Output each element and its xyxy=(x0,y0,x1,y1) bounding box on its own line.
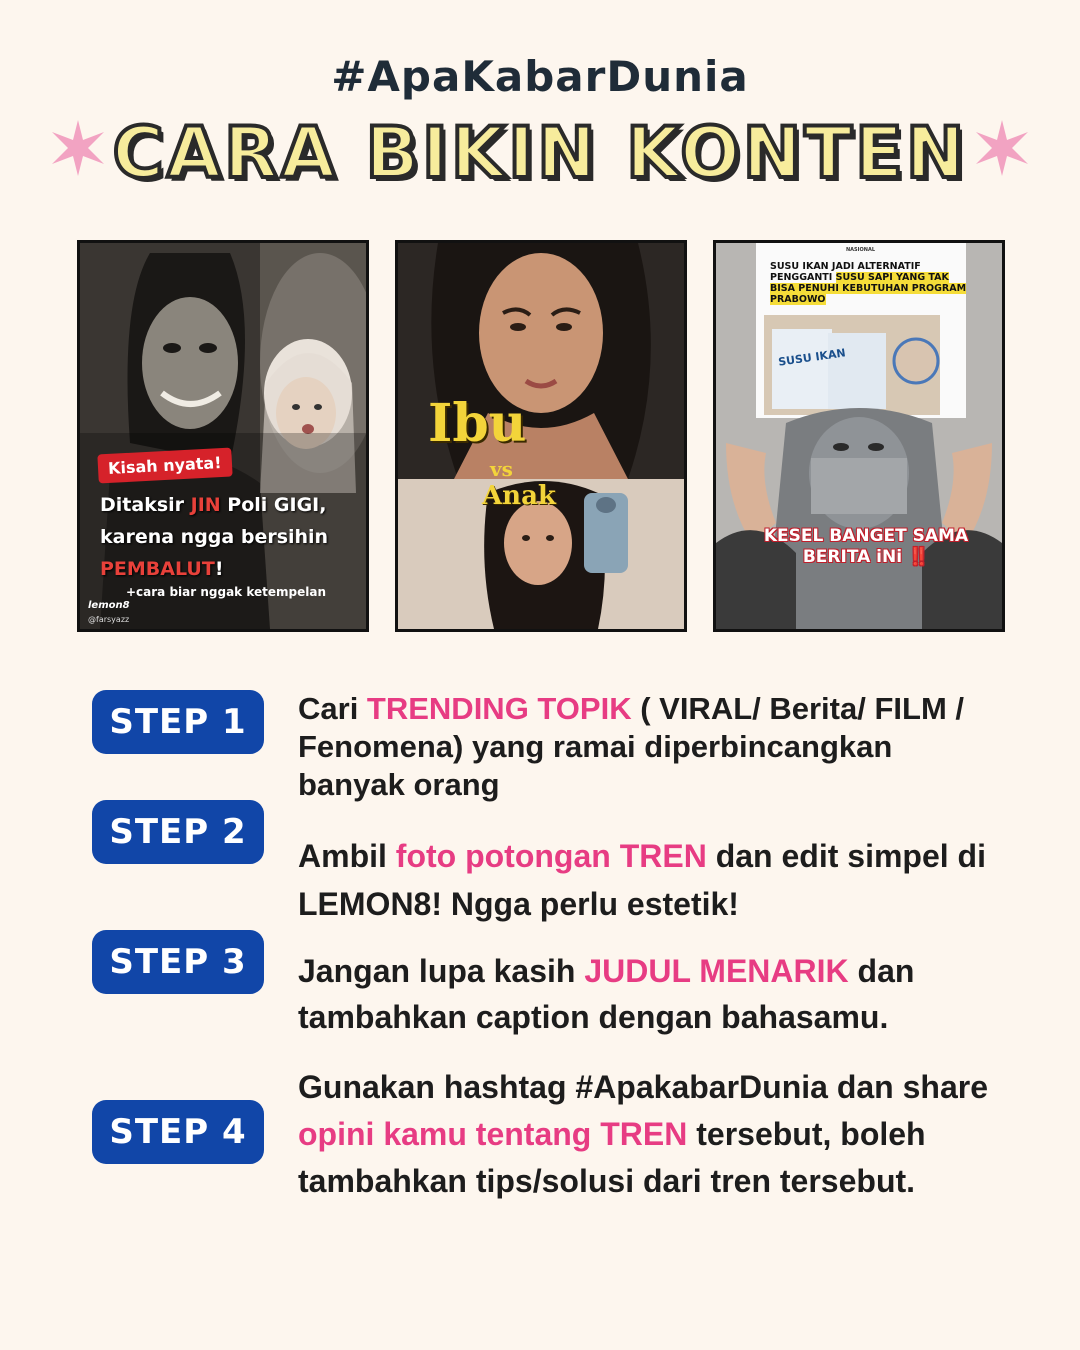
sparkle-icon xyxy=(48,118,108,178)
thumbnail-title: Ditaksir JIN Poli GIGI, karena ngga bersihin PEMBALUT! xyxy=(100,494,329,580)
step-2-badge: STEP 2 xyxy=(92,800,264,864)
example-thumbnail-horror xyxy=(77,240,369,632)
thumbnail-subtitle: Anak xyxy=(482,481,556,511)
username: @farsyazz xyxy=(88,615,130,624)
thumbnail-subtitle: +cara biar nggak ketempelan xyxy=(126,585,326,599)
sparkle-icon xyxy=(972,118,1032,178)
story-badge: Kisah nyata! xyxy=(97,448,232,484)
page-title: CARA BIKIN KONTEN xyxy=(112,112,968,194)
thumbnail-vs: vs xyxy=(490,457,513,481)
step-1-badge: STEP 1 xyxy=(92,690,264,754)
step-2-text: Ambil foto potongan TREN dan edit simpel di LEMON8! Ngga perlu estetik! xyxy=(298,838,986,922)
step-4-badge: STEP 4 xyxy=(92,1100,264,1164)
step-4-text: Gunakan hashtag #ApakabarDunia dan share opini kamu tentang TREN tersebut, boleh tambahkan tips/solusi dari tren tersebut. xyxy=(298,1069,988,1199)
page-hashtag: #ApaKabarDunia xyxy=(331,52,749,101)
product-label: SUSU IKAN xyxy=(777,346,847,369)
step-3-badge: STEP 3 xyxy=(92,930,264,994)
news-headline: SUSU IKAN JADI ALTERNATIF PENGGANTI SUSU SAPI YANG TAK BISA PENUHI KEBUTUHAN PROGRAM PRABOWO xyxy=(770,261,967,305)
news-section-label: NASIONAL xyxy=(846,247,876,253)
thumbnail-title: Ibu xyxy=(428,393,527,454)
step-3-text: Jangan lupa kasih JUDUL MENARIK dan tambahkan caption dengan bahasamu. xyxy=(298,953,915,1035)
brand-watermark: lemon8 xyxy=(88,600,130,611)
example-thumbnail-ibu-vs-anak xyxy=(395,240,687,632)
reaction-caption: KESEL BANGET SAMA BERITA iNi ‼️ xyxy=(763,526,969,567)
step-1-text: Cari TRENDING TOPIK ( VIRAL/ Berita/ FILM / Fenomena) yang ramai diperbincangkan banyak orang xyxy=(298,691,964,802)
example-thumbnail-news xyxy=(713,240,1005,632)
